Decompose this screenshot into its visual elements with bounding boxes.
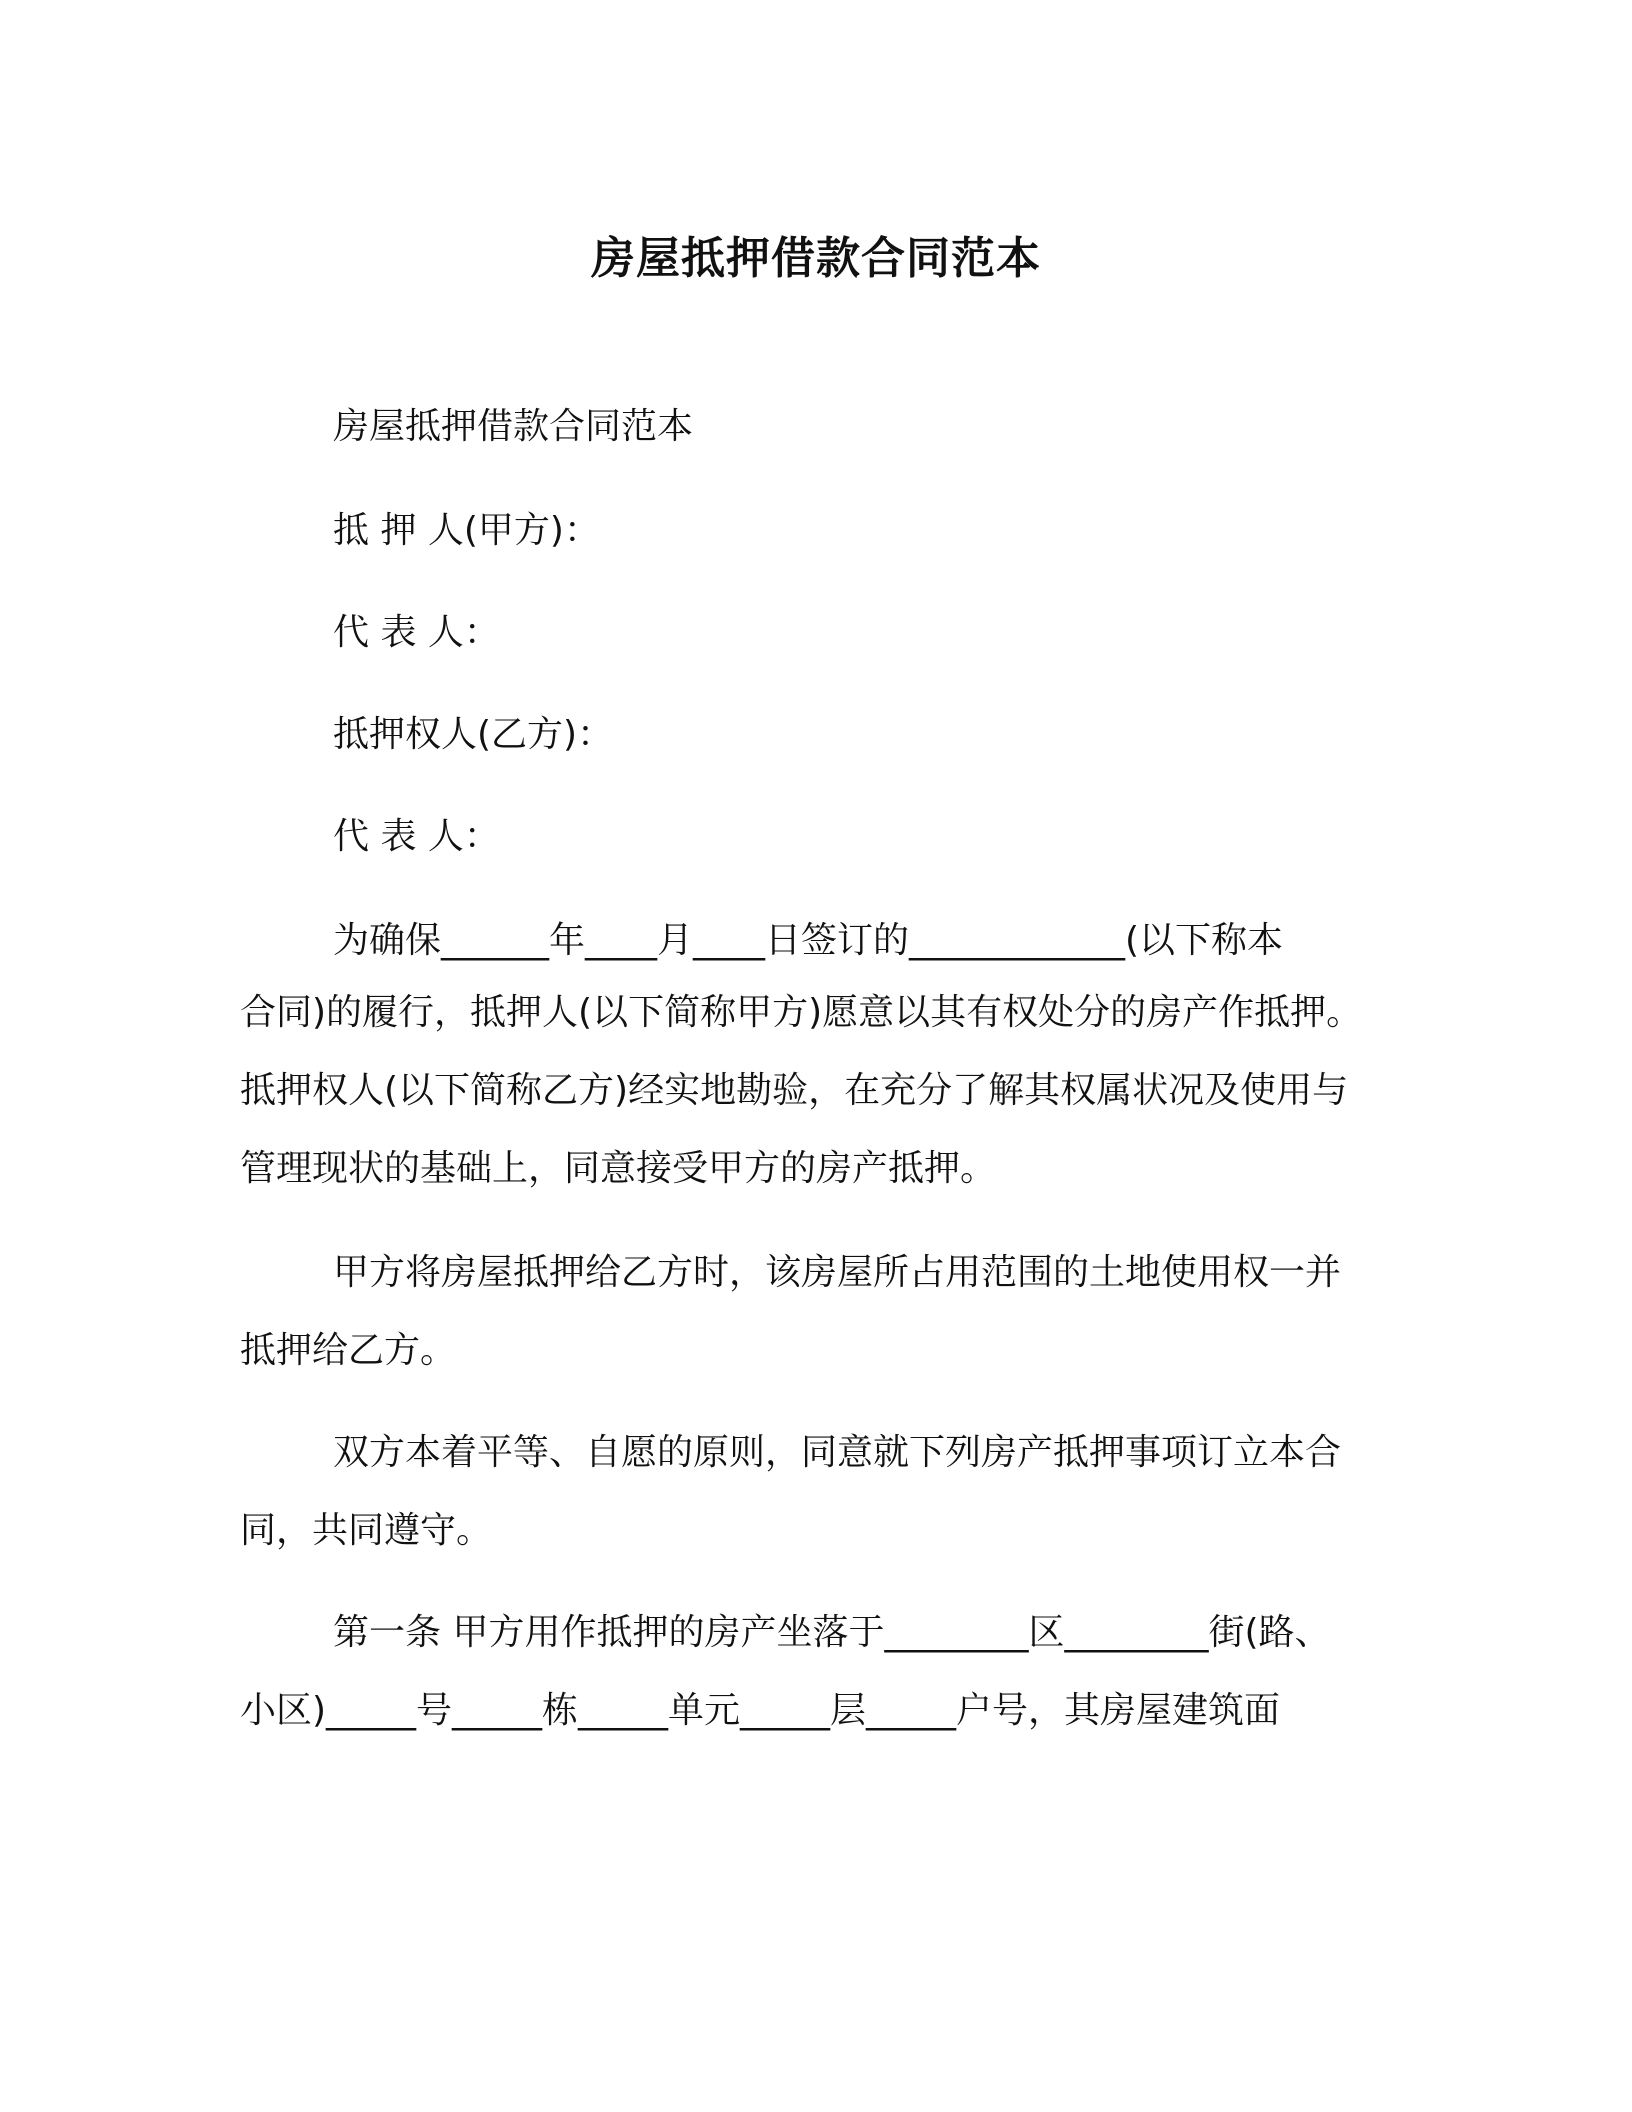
paragraph-1-line-2: 合同)的履行，抵押人(以下简称甲方)愿意以其有权处分的房产作抵押。 <box>240 992 1363 1033</box>
paragraph-2-line-2: 抵押给乙方。 <box>240 1330 457 1371</box>
paragraph-1-line-4: 管理现状的基础上，同意接受甲方的房产抵押。 <box>240 1148 997 1189</box>
mortgagee-label: 抵押权人(乙方)： <box>333 714 614 755</box>
subtitle-line: 房屋抵押借款合同范本 <box>333 406 694 447</box>
mortgagor-label: 抵 押 人(甲方)： <box>333 510 600 551</box>
article-1-line-2: 小区)_____号_____栋_____单元_____层_____户号，其房屋建筑面 <box>240 1690 1281 1731</box>
paragraph-3-line-2: 同，共同遵守。 <box>240 1510 493 1551</box>
paragraph-1-line-1: 为确保______年____月____日签订的____________(以下称本 <box>333 920 1284 961</box>
article-1-line-1: 第一条 甲方用作抵押的房产坐落于________区________街(路、 <box>333 1612 1331 1653</box>
paragraph-3-line-1: 双方本着平等、自愿的原则，同意就下列房产抵押事项订立本合 <box>333 1432 1342 1473</box>
paragraph-2-line-1: 甲方将房屋抵押给乙方时，该房屋所占用范围的土地使用权一并 <box>333 1252 1342 1293</box>
paragraph-1-line-3: 抵押权人(以下简称乙方)经实地勘验，在充分了解其权属状况及使用与 <box>240 1070 1349 1111</box>
page-title: 房屋抵押借款合同范本 <box>591 233 1041 284</box>
representative-label-1: 代 表 人： <box>333 612 500 653</box>
representative-label-2: 代 表 人： <box>333 816 500 857</box>
